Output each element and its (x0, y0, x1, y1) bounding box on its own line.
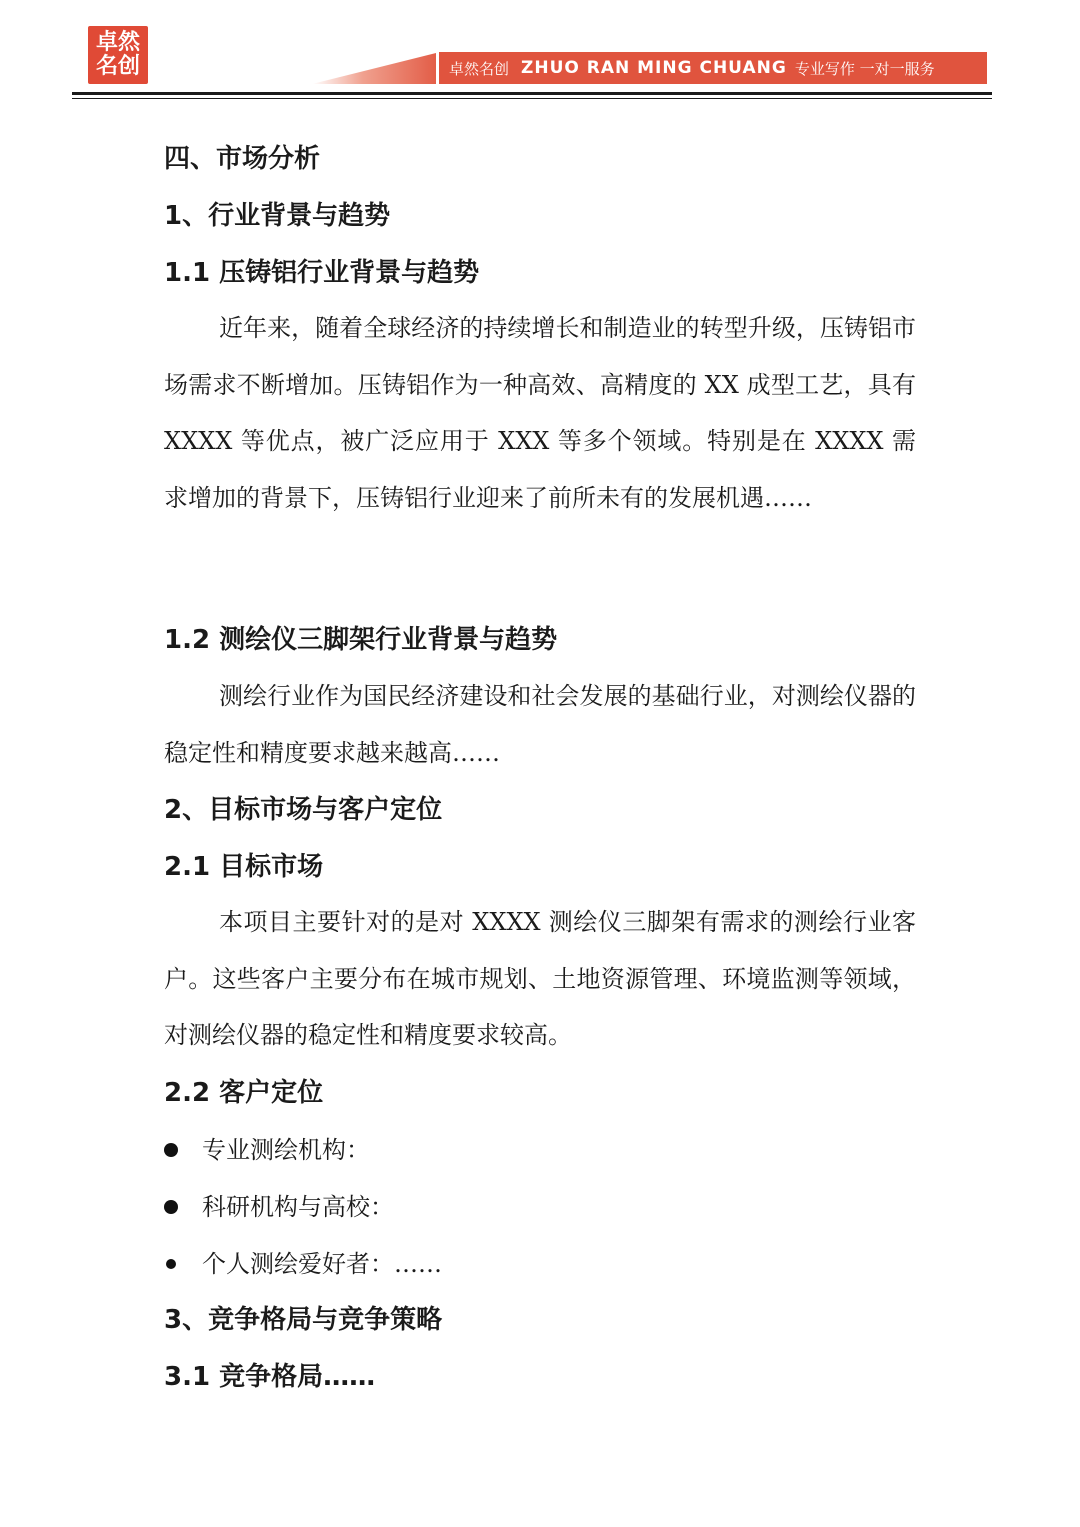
bullet-text: 科研机构与高校： (202, 1193, 394, 1221)
bullet-text: 专业测绘机构： (202, 1136, 370, 1164)
bullet-dot-icon (164, 1143, 178, 1157)
bullet-dot-icon (166, 1259, 176, 1269)
bullet-dot-icon (164, 1200, 178, 1214)
section-1-1-heading: 1.1 压铸铝行业背景与趋势 (164, 258, 480, 288)
section-1-2-heading: 1.2 测绘仪三脚架行业背景与趋势 (164, 625, 558, 655)
bullet-list-item (164, 1189, 394, 1225)
banner-tagline: 专业写作 一对一服务 (794, 59, 935, 78)
header-rule-thin (72, 98, 992, 99)
page-header (0, 0, 1080, 110)
section-3-heading: 3、竞争格局与竞争策略 (164, 1305, 443, 1335)
section-1-1-paragraph: 近年来，随着全球经济的持续增长和制造业的转型升级，压铸铝市场需求不断增加。压铸铝作为一种高效、高精度的 XX 成型工艺，具有 XXXX 等优点，被广泛应用于 XXX 等多个领域。特别是在 XXXX 需求增加的背景下，压铸铝行业迎来了前所未有的发展机遇…… (164, 314, 916, 512)
section-4-heading: 四、市场分析 (164, 144, 321, 174)
section-3-1-heading: 3.1 竞争格局…… (164, 1362, 376, 1392)
header-rule-thick (72, 92, 992, 95)
header-banner (436, 52, 987, 84)
section-1-2-paragraph: 测绘行业作为国民经济建设和社会发展的基础行业，对测绘仪器的稳定性和精度要求越来越高…… (164, 682, 916, 767)
section-2-1-heading: 2.1 目标市场 (164, 852, 324, 882)
bullet-text: 个人测绘爱好者：…… (202, 1250, 442, 1278)
section-2-2-heading: 2.2 客户定位 (164, 1078, 324, 1108)
banner-wedge (312, 52, 440, 84)
section-2-1-paragraph: 本项目主要针对的是对 XXXX 测绘仪三脚架有需求的测绘行业客户。这些客户主要分布在城市规划、土地资源管理、环境监测等领域，对测绘仪器的稳定性和精度要求较高。 (164, 908, 916, 1049)
section-1-heading: 1、行业背景与趋势 (164, 201, 391, 231)
banner-english-name: ZHUO RAN MING CHUANG (521, 58, 787, 78)
bullet-list-item (164, 1246, 442, 1282)
banner-chinese-name: 卓然名创 (449, 59, 510, 78)
logo-text: 卓然 名创 (95, 30, 140, 79)
brand-logo (88, 26, 148, 84)
section-2-heading: 2、目标市场与客户定位 (164, 795, 443, 825)
bullet-list-item (164, 1132, 370, 1168)
